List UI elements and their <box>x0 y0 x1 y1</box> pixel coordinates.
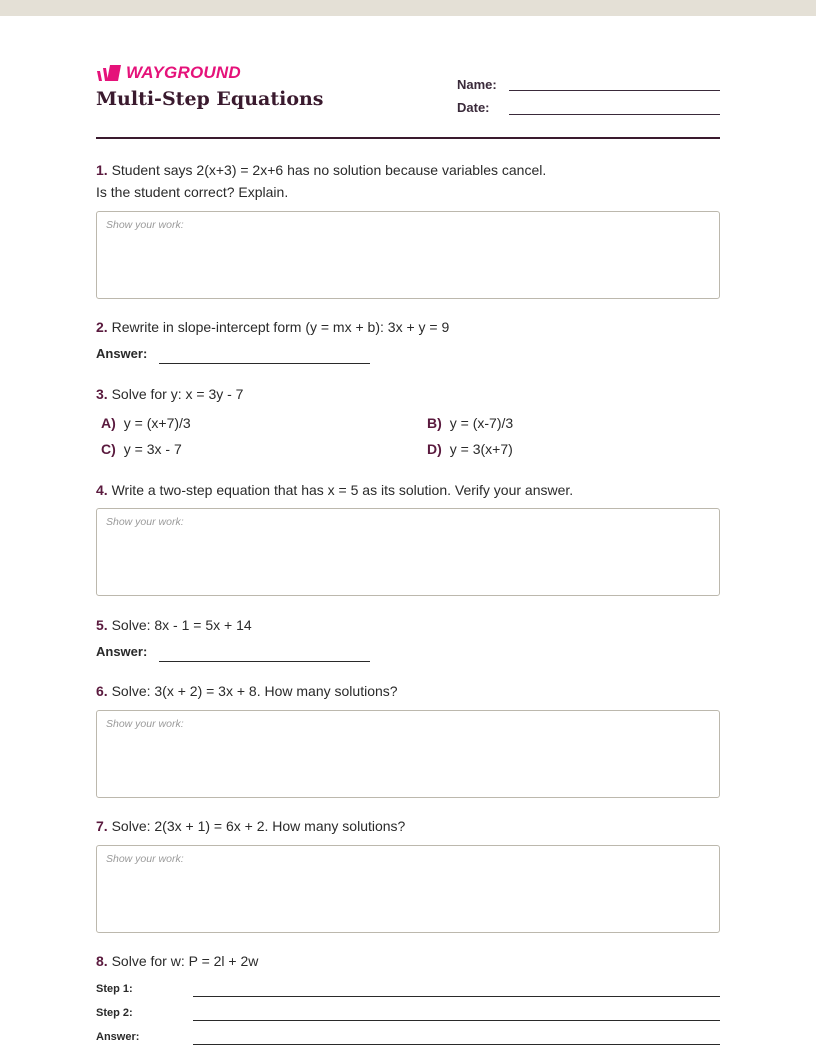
answer-field-5[interactable] <box>159 661 370 662</box>
question-6 <box>96 680 398 702</box>
question-text: Solve for y: x = 3y - 7 <box>111 386 244 402</box>
wayground-logo <box>96 63 241 83</box>
choice-letter: D) <box>427 441 442 457</box>
question-text: Solve: 2(3x + 1) = 6x + 2. How many solutions? <box>111 818 406 834</box>
choice-letter: A) <box>101 415 116 431</box>
question-text: Student says 2(x+3) = 2x+6 has no solution because variables cancel. <box>111 162 547 178</box>
question-number: 4. <box>96 482 108 498</box>
name-field[interactable] <box>509 90 720 91</box>
choice-letter: C) <box>101 441 116 457</box>
question-number: 1. <box>96 162 108 178</box>
question-text: Is the student correct? Explain. <box>96 184 289 200</box>
question-number: 8. <box>96 953 108 969</box>
work-box-1[interactable] <box>96 211 720 299</box>
date-label: Date: <box>457 100 490 115</box>
question-number: 7. <box>96 818 108 834</box>
answer-field-2[interactable] <box>159 363 370 364</box>
choice-d[interactable] <box>427 441 513 457</box>
work-hint: Show your work: <box>106 853 184 865</box>
step-1-field[interactable] <box>193 996 720 997</box>
choice-text: y = (x+7)/3 <box>123 415 191 431</box>
work-hint: Show your work: <box>106 718 184 730</box>
step-answer-field[interactable] <box>193 1044 720 1045</box>
step-answer-label: Answer: <box>96 1031 140 1043</box>
choice-text: y = 3x - 7 <box>123 441 182 457</box>
question-number: 6. <box>96 683 108 699</box>
step-2-field[interactable] <box>193 1020 720 1021</box>
question-text: Solve for w: P = 2l + 2w <box>111 953 259 969</box>
question-2 <box>96 316 449 338</box>
question-7 <box>96 815 405 837</box>
answer-label-2: Answer: <box>96 346 148 361</box>
logo-text: WAYGROUND <box>126 63 241 82</box>
question-text: Rewrite in slope-intercept form (y = mx + b): 3x + y = 9 <box>111 319 450 335</box>
question-text: Solve: 3(x + 2) = 3x + 8. How many solutions? <box>111 683 398 699</box>
question-text: Write a two-step equation that has x = 5 as its solution. Verify your answer. <box>111 482 574 498</box>
step-2-label: Step 2: <box>96 1007 133 1019</box>
question-4 <box>96 479 573 501</box>
question-5 <box>96 614 252 636</box>
answer-label-5: Answer: <box>96 644 148 659</box>
choice-c[interactable] <box>101 441 182 457</box>
question-3 <box>96 383 243 405</box>
question-number: 3. <box>96 386 108 402</box>
question-1-line2 <box>96 181 288 203</box>
question-text: Solve: 8x - 1 = 5x + 14 <box>111 617 252 633</box>
date-field[interactable] <box>509 114 720 115</box>
top-bar <box>0 0 816 16</box>
question-1 <box>96 159 546 181</box>
work-box-4[interactable] <box>96 508 720 596</box>
choice-a[interactable] <box>101 415 191 431</box>
question-number: 2. <box>96 319 108 335</box>
choice-text: y = (x-7)/3 <box>449 415 514 431</box>
step-1-label: Step 1: <box>96 983 133 995</box>
wayground-logo-icon <box>96 64 122 82</box>
work-box-6[interactable] <box>96 710 720 798</box>
choice-text: y = 3(x+7) <box>449 441 513 457</box>
header-divider <box>96 137 720 139</box>
question-8 <box>96 950 258 972</box>
name-label: Name: <box>457 77 497 92</box>
question-number: 5. <box>96 617 108 633</box>
choice-letter: B) <box>427 415 442 431</box>
work-box-7[interactable] <box>96 845 720 933</box>
page-title: Multi-Step Equations <box>96 88 324 110</box>
work-hint: Show your work: <box>106 516 184 528</box>
work-hint: Show your work: <box>106 219 184 231</box>
choice-b[interactable] <box>427 415 513 431</box>
